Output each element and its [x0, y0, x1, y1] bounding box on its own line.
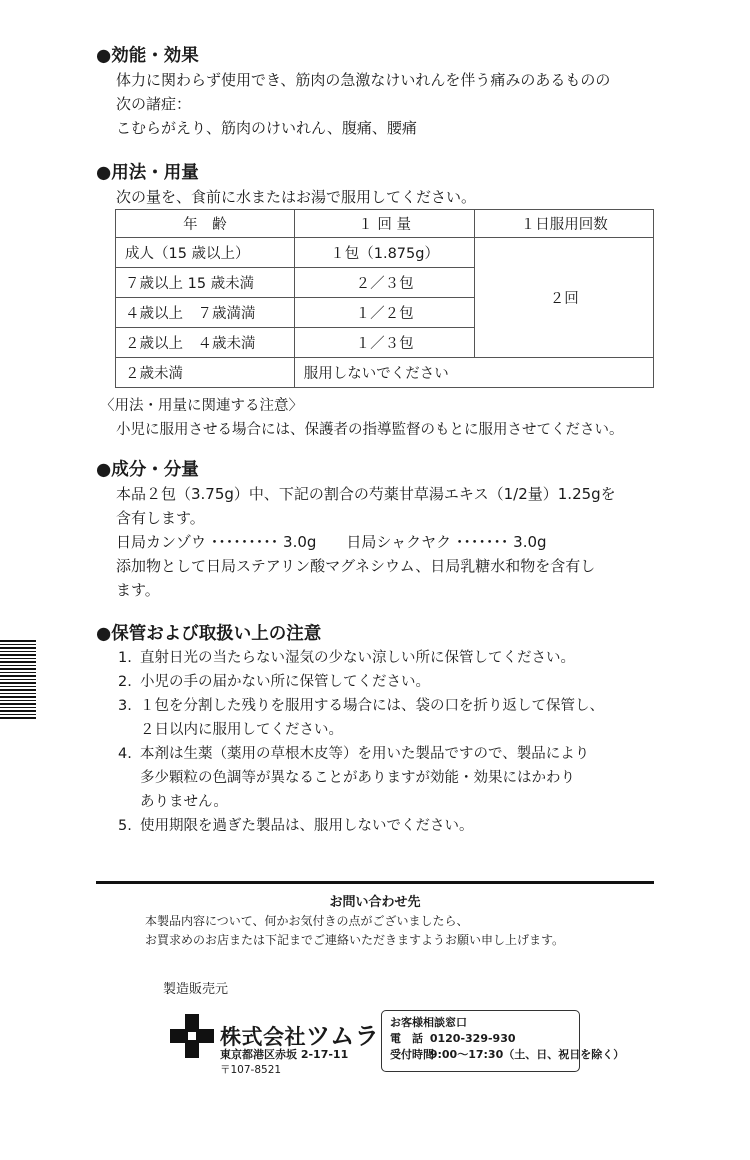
times-cell: ２回	[475, 238, 654, 358]
dosage-note-text: 小児に服用させる場合には、保護者の指導監督のもとに服用させてください。	[116, 422, 624, 438]
item-number: 1.	[118, 650, 132, 666]
hours-line	[390, 1047, 625, 1063]
phone-number: 0120-329-930	[429, 1032, 516, 1045]
company-brand: ツムラ	[306, 1022, 380, 1050]
dosage-intro: 次の量を、食前に水またはお湯で服用してください。	[116, 188, 477, 206]
item-text: ありません。	[140, 794, 228, 810]
storage-section	[96, 622, 676, 838]
list-item-continuation	[118, 766, 676, 790]
list-item	[118, 694, 676, 718]
age-cell: ４歳以上 ７歳満満	[116, 298, 295, 328]
customer-service-title: お客様相談窓口	[390, 1016, 467, 1029]
amount-cell: １／２包	[294, 298, 475, 328]
amount-cell: ２／３包	[294, 268, 475, 298]
efficacy-section	[96, 44, 676, 140]
item-number: 2.	[118, 674, 132, 690]
amount-cell: １／３包	[294, 328, 475, 358]
contact-body	[145, 912, 564, 950]
storage-list	[96, 646, 676, 838]
item-text: ２日以内に服用してください。	[140, 722, 343, 738]
header-amount: １ 回 量	[294, 210, 475, 238]
age-cell: ２歳以上 ４歳未満	[116, 328, 295, 358]
list-item-continuation	[118, 718, 676, 742]
customer-service-box	[381, 1010, 625, 1072]
efficacy-heading: ●効能・効果	[96, 46, 199, 66]
company-address: 東京都港区赤坂 2-17-11	[220, 1048, 349, 1061]
efficacy-line: 次の諸症：	[116, 95, 192, 113]
hours-label: 受付時間	[390, 1048, 434, 1061]
item-text: 多少顆粒の色調等が異なることがありますが効能・効果にはかわり	[140, 770, 575, 786]
dosage-heading: ●用法・用量	[96, 163, 199, 183]
maker-label: 製造販売元	[163, 982, 229, 997]
item-text: 本剤は生薬（薬用の草根木皮等）を用いた製品ですので、製品により	[140, 746, 590, 762]
table-row	[116, 238, 654, 268]
ingredients-line: 日局カンゾウ ･････････ 3.0g 日局シャクヤク ･･･････ 3.0g	[116, 533, 547, 551]
dosage-note-title: 〈用法・用量に関連する注意〉	[100, 398, 303, 414]
table-header-row	[116, 210, 654, 238]
list-item	[118, 814, 676, 838]
ingredients-heading: ●成分・分量	[96, 460, 199, 480]
item-number: 3.	[118, 698, 132, 714]
ingredients-line: 含有します。	[116, 509, 205, 527]
age-cell: 成人（15 歳以上）	[116, 238, 295, 268]
efficacy-line: 体力に関わらず使用でき、筋肉の急激なけいれんを伴う痛みのあるものの	[116, 71, 611, 89]
item-number: 4.	[118, 746, 132, 762]
list-item	[118, 646, 676, 670]
storage-heading: ●保管および取扱い上の注意	[96, 624, 322, 644]
ingredients-section	[96, 458, 676, 602]
age-cell: ２歳未満	[116, 358, 295, 388]
item-text: 直射日光の当たらない湿気の少ない涼しい所に保管してください。	[140, 650, 575, 666]
barcode-image	[0, 640, 36, 720]
phone-line	[390, 1031, 579, 1047]
list-item	[118, 670, 676, 694]
item-number: 5.	[118, 818, 132, 834]
ingredients-line: 添加物として日局ステアリン酸マグネシウム、日局乳糖水和物を含有し	[116, 557, 596, 575]
table-row	[116, 358, 654, 388]
list-item	[118, 742, 676, 766]
header-age: 年 齢	[116, 210, 295, 238]
phone-label: 電 話	[390, 1032, 423, 1045]
contact-line: 本製品内容について、何かお気付きの点がございましたら、	[145, 914, 469, 928]
under2-cell: 服用しないでください	[294, 358, 653, 388]
efficacy-line: こむらがえり、筋肉のけいれん、腹痛、腰痛	[116, 119, 417, 137]
company-postal: 〒107-8521	[220, 1064, 282, 1076]
dosage-table	[115, 209, 654, 388]
amount-cell: １包（1.875g）	[294, 238, 475, 268]
hours-value: 9:00～17:30（土、日、祝日を除く）	[429, 1048, 625, 1061]
age-cell: ７歳以上 15 歳未満	[116, 268, 295, 298]
company-cross-logo-icon	[168, 1012, 216, 1060]
company-prefix: 株式会社	[220, 1025, 306, 1049]
item-text: 使用期限を過ぎた製品は、服用しないでください。	[140, 818, 474, 834]
item-text: 小児の手の届かない所に保管してください。	[140, 674, 430, 690]
divider-line	[96, 881, 654, 884]
header-times: １日服用回数	[475, 210, 654, 238]
ingredients-line: ます。	[116, 581, 160, 599]
contact-line: お買求めのお店または下記までご連絡いただきますようお願い申し上げます。	[145, 933, 565, 947]
ingredients-line: 本品２包（3.75g）中、下記の割合の芍薬甘草湯エキス（1/2量）1.25gを	[116, 485, 616, 503]
list-item-continuation	[118, 790, 676, 814]
contact-title: お問い合わせ先	[329, 895, 421, 910]
item-text: １包を分割した残りを服用する場合には、袋の口を折り返して保管し、	[140, 698, 604, 714]
dosage-section	[96, 161, 676, 442]
